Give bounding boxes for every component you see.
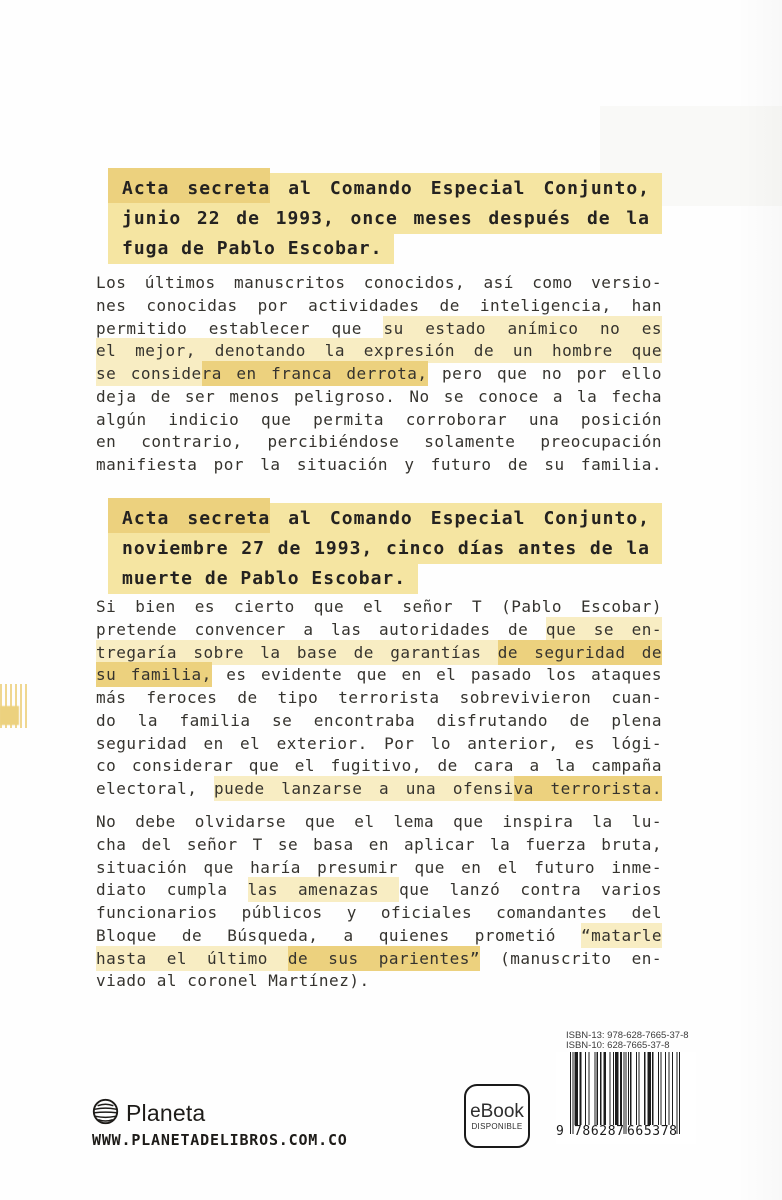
text-line — [96, 431, 662, 454]
text-line — [122, 534, 662, 564]
highlighted-text: muerte de Pablo Escobar. — [108, 563, 418, 594]
barcode — [556, 1052, 696, 1144]
plain-text: Si bien es cierto que el señor T (Pablo Escobar) — [96, 597, 662, 616]
highlighted-text: noviembre 27 de 1993, cinco días antes de la — [108, 533, 662, 564]
text-line — [96, 340, 662, 363]
plain-text: es evidente que en el pasado los ataques — [211, 665, 662, 685]
text-line — [96, 755, 662, 778]
highlighted-text: de sus parientes” — [288, 946, 480, 971]
barcode-digit-group: 9 — [556, 1124, 565, 1139]
highlighted-text: que se en- — [546, 617, 662, 642]
highlighted-text: el mejor, denotando la expresión de un hombre que — [96, 338, 662, 363]
highlighted-text: tregaría sobre la base de garantías — [96, 640, 498, 665]
plain-text: electoral, — [96, 779, 214, 798]
text-line — [96, 948, 662, 971]
page-edge-shading — [736, 0, 782, 1200]
text-line — [96, 687, 662, 710]
highlighted-text: al Comando Especial Conjunto, — [270, 173, 662, 204]
text-line — [122, 504, 662, 534]
text-line — [96, 778, 662, 801]
plain-text: que lanzó contra varios — [399, 880, 662, 900]
barcode-digit-group: 786287 — [574, 1124, 625, 1139]
isbn-block — [566, 1031, 689, 1050]
plain-text: Los últimos manuscritos conocidos, así como versio- — [96, 273, 662, 292]
paragraph-amenazas — [96, 811, 662, 993]
text-line — [96, 710, 662, 733]
paragraph-estado-animico — [96, 272, 662, 477]
text-line — [122, 204, 662, 234]
highlighted-text: hasta el último — [96, 946, 288, 971]
plain-text: nes conocidas por actividades de inteligencia, han — [96, 295, 662, 315]
highlighted-text: Acta secreta — [108, 168, 270, 204]
publisher-website: WWW.PLANETADELIBROS.COM.CO — [92, 1131, 348, 1149]
ebook-badge-title: eBook — [470, 1100, 524, 1122]
plain-text: co considerar que el fugitivo, de cara a la campaña — [96, 756, 662, 776]
text-line — [96, 925, 662, 948]
barcode-digit-group: 665378 — [627, 1124, 678, 1139]
plain-text: deja de ser menos peligroso. No se conoce a la fecha — [96, 386, 662, 406]
text-line — [96, 902, 662, 925]
highlighted-text: junio 22 de 1993, once meses después de la — [108, 203, 662, 234]
back-cover-text — [96, 174, 662, 1024]
plain-text: permitido establecer que — [96, 318, 384, 338]
plain-text: cha del señor T se basa en aplicar la fuerza bruta, — [96, 834, 662, 854]
plain-text: más feroces de tipo terrorista sobrevivieron cuan- — [96, 688, 662, 707]
text-line — [122, 564, 662, 594]
text-line — [96, 272, 662, 295]
text-line — [96, 970, 662, 993]
plain-text: en contrario, percibiéndose solamente preocupación — [96, 432, 662, 452]
highlighted-text: al Comando Especial Conjunto, — [270, 503, 662, 534]
highlighted-text: ra en franca derrota, — [202, 361, 428, 386]
heading-acta-secreta-junio — [122, 174, 662, 264]
plain-text: (manuscrito en- — [480, 948, 663, 968]
ebook-badge-subtitle: DISPONIBLE — [471, 1121, 523, 1131]
ebook-badge — [464, 1084, 530, 1148]
text-line — [96, 811, 662, 834]
text-line — [96, 295, 662, 318]
plain-text: diato cumpla — [96, 880, 248, 900]
highlighted-text: “matarle — [581, 923, 662, 948]
plain-text: Bloque de Búsqueda, a quienes prometió — [96, 925, 581, 945]
plain-text: manifiesta por la situación y futuro de su familia. — [96, 455, 662, 474]
planeta-globe-icon — [92, 1098, 119, 1129]
paragraph-ofensiva-terrorista — [96, 596, 662, 801]
text-line — [96, 596, 662, 619]
highlighted-text: Acta secreta — [108, 498, 270, 534]
heading-acta-secreta-noviembre — [122, 504, 662, 594]
text-line — [96, 619, 662, 642]
text-line — [96, 857, 662, 880]
highlighter-smudge-blob — [0, 706, 19, 725]
text-line — [96, 363, 662, 386]
text-line — [96, 409, 662, 432]
plain-text: pero que no por ello — [427, 364, 662, 383]
isbn13-text: ISBN-13: 978-628-7665-37-8 — [566, 1030, 689, 1041]
plain-text: seguridad en el exterior. Por lo anterior, es lógi- — [96, 733, 662, 753]
text-line — [96, 386, 662, 409]
text-line — [96, 733, 662, 756]
plain-text: pretende convencer a las autoridades de — [96, 619, 546, 639]
text-line — [122, 234, 662, 264]
text-line — [96, 318, 662, 341]
highlighted-text: de seguridad de — [498, 640, 662, 665]
text-line — [122, 174, 662, 204]
plain-text: No debe olvidarse que el lema que inspira la lu- — [96, 812, 662, 831]
publisher-logo — [92, 1098, 205, 1129]
plain-text: funcionarios públicos y oficiales comandantes del — [96, 903, 662, 922]
highlighted-text: puede lanzarse a una ofensi — [214, 776, 514, 801]
highlighted-text: las amenazas — [248, 877, 400, 902]
highlighted-text: se conside — [96, 361, 202, 386]
plain-text: algún indicio que permita corroborar una posición — [96, 409, 662, 429]
isbn10-text: ISBN-10: 628-7665-37-8 — [566, 1039, 670, 1051]
highlighted-text: fuga de Pablo Escobar. — [108, 233, 394, 264]
plain-text: do la familia se encontraba disfrutando de plena — [96, 710, 662, 730]
text-line — [96, 454, 662, 477]
text-line — [96, 834, 662, 857]
publisher-name: Planeta — [126, 1100, 206, 1126]
plain-text: situación que haría presumir que en el futuro inme- — [96, 857, 662, 877]
highlighted-text: va terrorista. — [514, 776, 662, 801]
barcode-bars — [570, 1052, 680, 1134]
text-line — [96, 642, 662, 665]
highlighted-text: su familia, — [96, 662, 212, 687]
text-line — [96, 879, 662, 902]
highlighter-smudge — [0, 684, 30, 728]
highlighted-text: su estado anímico no es — [383, 316, 662, 341]
plain-text: viado al coronel Martínez). — [96, 971, 370, 991]
text-line — [96, 664, 662, 687]
